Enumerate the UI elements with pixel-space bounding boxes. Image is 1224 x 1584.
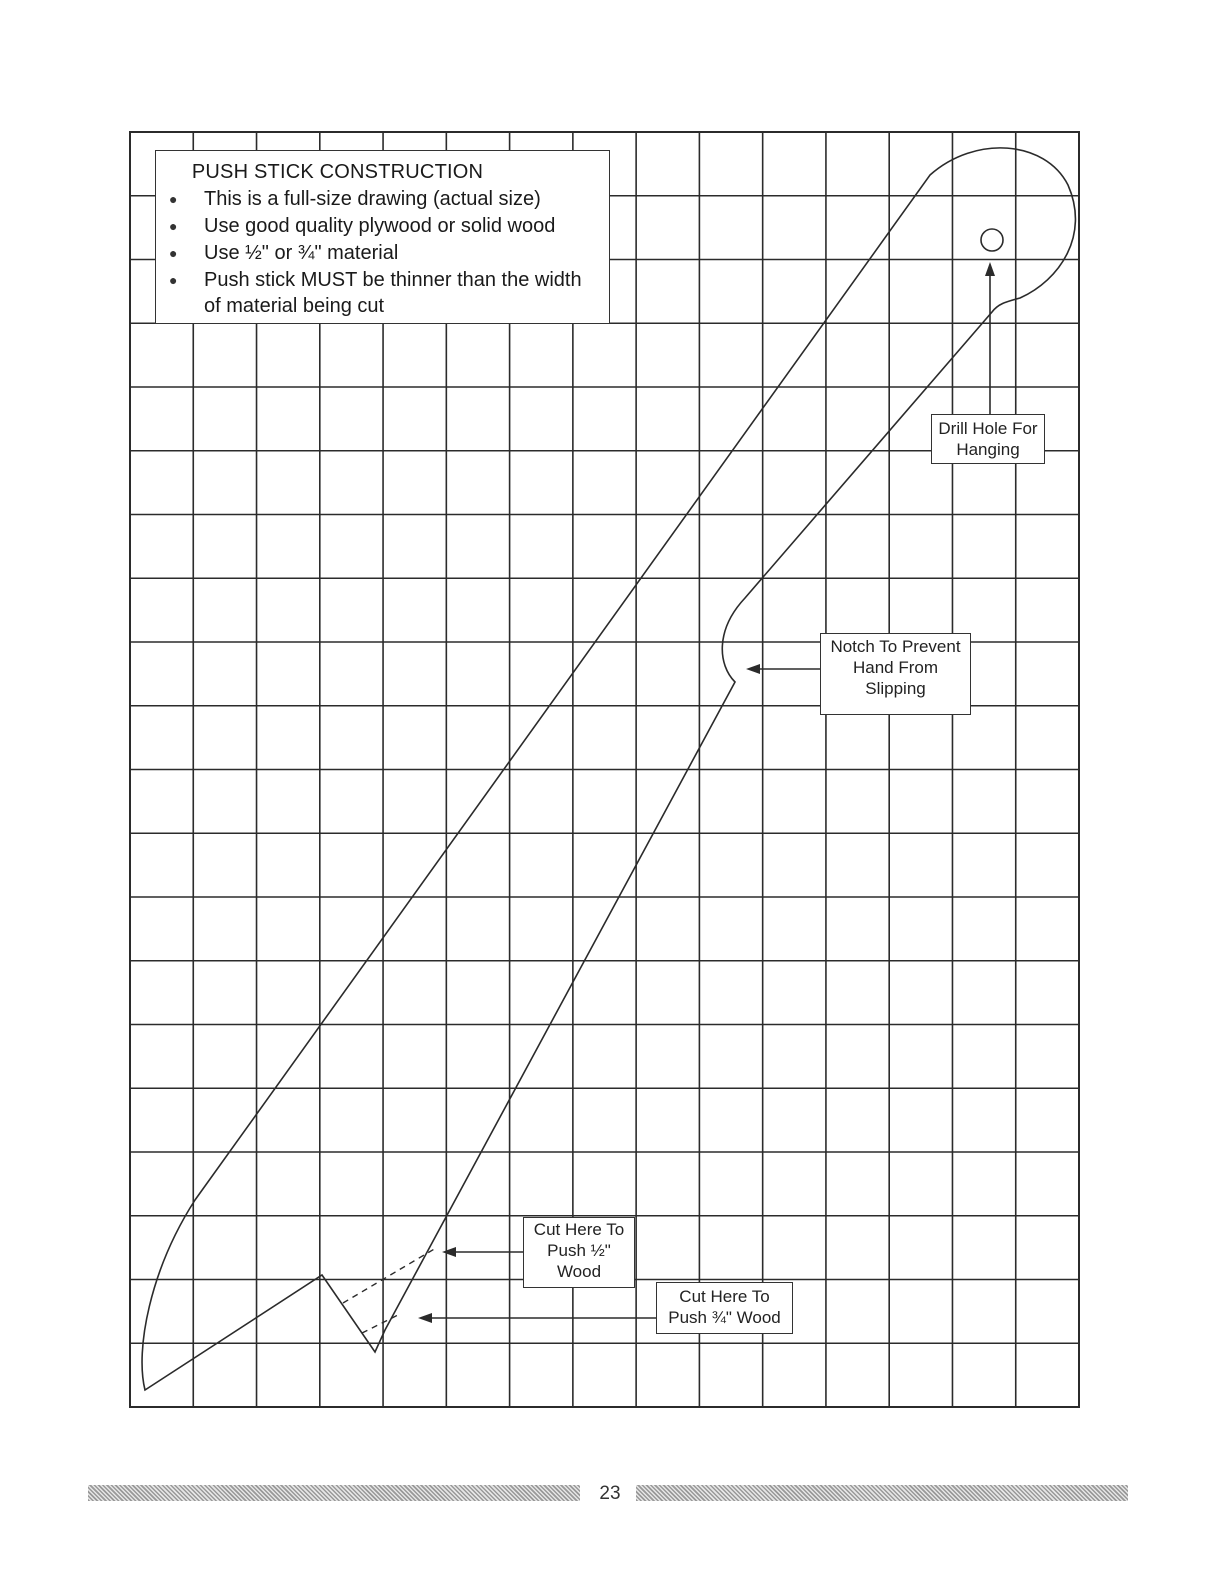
footer-pattern-left [88,1485,580,1501]
info-bullet-text: Use good quality plywood or solid wood [204,215,556,237]
arrow-drill-hole [985,262,995,415]
callout-line: Notch To Prevent [830,637,961,656]
footer-pattern-right [636,1485,1128,1501]
bullet-icon: ● [169,245,178,261]
callout-line: Cut Here To [533,1220,625,1239]
bullet-icon: ● [169,191,178,207]
arrow-notch [746,664,822,674]
callout-line: Cut Here To [679,1287,770,1306]
info-bullet-text: Push stick MUST be thinner than the width of material being cut [204,269,582,317]
cut-line-three-quarter [362,1314,400,1333]
callout-cut-three-quarter [656,1282,793,1334]
arrow-cut-three-quarter [418,1313,656,1323]
callout-line: Drill Hole For [938,419,1038,438]
callout-drill-hole [931,414,1045,464]
callout-line: Hanging [956,440,1020,459]
info-bullet [156,186,609,213]
callout-line: Slipping [865,679,926,698]
info-bullet-text: This is a full-size drawing (actual size) [204,188,541,210]
bullet-icon: ● [169,272,178,288]
info-bullet [156,267,609,319]
callout-line: Hand From [852,658,939,677]
callout-cut-half [523,1217,635,1288]
callout-notch [820,633,971,715]
bullet-icon: ● [169,218,178,234]
hanging-hole [981,229,1003,251]
info-title: PUSH STICK CONSTRUCTION [191,161,484,183]
callout-line: Push ½" [547,1241,611,1260]
callout-line: Push ¾" Wood [668,1308,781,1327]
info-bullet [156,240,609,267]
info-bullet [156,213,609,240]
info-bullet-text: Use ½" or ¾" material [204,242,399,264]
cut-line-half [343,1248,436,1303]
arrow-cut-half [442,1247,523,1257]
page-number: 23 [599,1483,621,1504]
info-bullet-list [156,186,609,319]
construction-info-box [155,150,610,324]
callout-line: Wood [556,1262,602,1281]
